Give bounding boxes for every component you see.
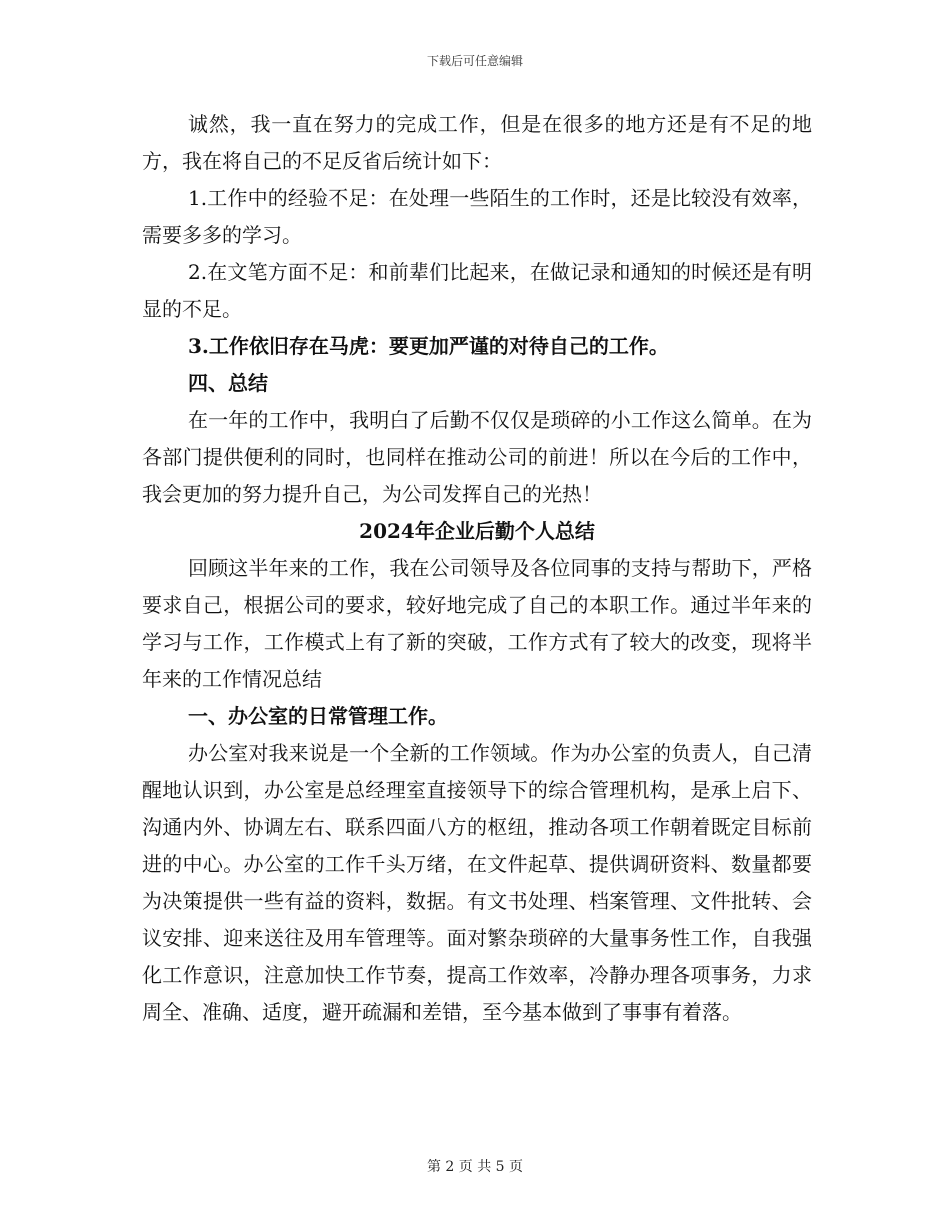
- section-heading-summary: 四、总结: [188, 371, 268, 395]
- paragraph-summary: 在一年的工作中，我明白了后勤不仅仅是琐碎的小工作这么简单。在为各部门提供便利的同时，也同样在推动公司的前进！所以在今后的工作中，我会更加的努力提升自己，为公司发挥自己的光热！: [142, 408, 812, 506]
- list-item-carelessness: 3.工作依旧存在马虎：要更加严谨的对待自己的工作。: [188, 334, 669, 358]
- page-header: 下载后可任意编辑: [426, 54, 523, 68]
- list-item-writing: 2.在文笔方面不足：和前辈们比起来，在做记录和通知的时候还是有明显的不足。: [142, 260, 812, 321]
- paragraph-intro: 回顾这半年来的工作，我在公司领导及各位同事的支持与帮助下，严格要求自己，根据公司的要求，较好地完成了自己的本职工作。通过半年来的学习与工作，工作模式上有了新的突破，工作方式有了较大的改变，现将半年来的工作情况总结: [142, 556, 812, 691]
- page-footer: 第 2 页 共 5 页: [426, 1159, 524, 1175]
- document-body: [142, 106, 812, 1031]
- paragraph-office: 办公室对我来说是一个全新的工作领域。作为办公室的负责人，自己清醒地认识到，办公室是总经理室直接领导下的综合管理机构，是承上启下、沟通内外、协调左右、联系四面八方的枢纽，推动各项工作朝着既定目标前进的中心。办公室的工作千头万绪，在文件起草、提供调研资料、数量都要为决策提供一些有益的资料，数据。有文书处理、档案管理、文件批转、会议安排、迎来送往及用车管理等。面对繁杂琐碎的大量事务性工作，自我强化工作意识，注意加快工作节奏，提高工作效率，冷静办理各项事务，力求周全、准确、适度，避开疏漏和差错，至今基本做到了事事有着落。: [142, 741, 812, 1024]
- section-heading-office: 一、办公室的日常管理工作。: [188, 704, 448, 728]
- document-title: 2024年企业后勤个人总结: [359, 519, 595, 543]
- list-item-experience: 1.工作中的经验不足：在处理一些陌生的工作时，还是比较没有效率，需要多多的学习。: [142, 186, 812, 247]
- paragraph-shortcomings-intro: 诚然，我一直在努力的完成工作，但是在很多的地方还是有不足的地方，我在将自己的不足反省后统计如下：: [142, 112, 812, 173]
